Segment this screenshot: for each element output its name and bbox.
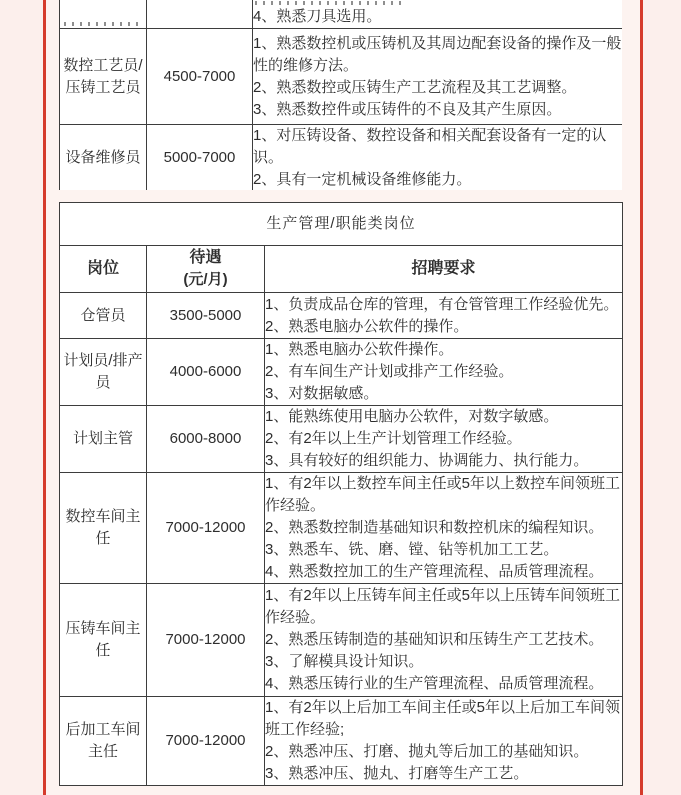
salary-cell: 7000-12000 — [147, 697, 265, 786]
position-cell: 计划员/排产员 — [60, 339, 147, 406]
salary-cell: 4000-6000 — [147, 339, 265, 406]
requirement-line: 1、有2年以上数控车间主任或5年以上数控车间领班工作经验。 — [265, 475, 621, 514]
requirement-line: 2、有2年以上生产计划管理工作经验。 — [265, 430, 522, 447]
requirement-line: 2、熟悉数控或压铸生产工艺流程及其工艺调整。 — [253, 78, 577, 96]
requirements-cell — [265, 293, 623, 339]
requirement-line: 2、熟悉数控制造基础知识和数控机床的编程知识。 — [265, 519, 604, 536]
requirement-line: 1、有2年以上压铸车间主任或5年以上压铸车间领班工作经验。 — [265, 587, 621, 626]
salary-cell: 6000-8000 — [147, 406, 265, 473]
salary-cell — [147, 0, 253, 29]
requirement-line: 1、有2年以上后加工车间主任或5年以上后加工车间领班工作经验; — [265, 699, 621, 738]
clipped-text-fragment — [64, 22, 142, 26]
requirement-line: 2、具有一定机械设备维修能力。 — [253, 171, 472, 188]
salary-cell: 4500-7000 — [147, 29, 253, 125]
position-cell: 后加工车间主任 — [60, 697, 147, 786]
position-cell: 设备维修员 — [60, 125, 147, 191]
requirement-line: 1、能熟练使用电脑办公软件，对数字敏感。 — [265, 408, 559, 425]
requirement-line: 3、对数据敏感。 — [265, 385, 379, 402]
salary-cell: 7000-12000 — [147, 473, 265, 584]
salary-cell: 5000-7000 — [147, 125, 253, 191]
position-cell — [60, 0, 147, 29]
requirements-cell — [265, 584, 623, 697]
requirement-line: 3、熟悉车、铣、磨、镗、钻等机加工工艺。 — [265, 541, 559, 558]
table-title-row — [60, 203, 623, 246]
position-cell: 数控车间主任 — [60, 473, 147, 584]
position-cell: 仓管员 — [60, 293, 147, 339]
requirements-cell — [253, 0, 623, 29]
requirement-line: 1、熟悉数控机或压铸机及其周边配套设备的操作及一般性的维修方法。 — [253, 34, 622, 74]
requirement-line: 4、熟悉刀具选用。 — [253, 8, 382, 25]
header-salary-line1: 待遇 — [189, 249, 222, 266]
requirement-line: 1、对压铸设备、数控设备和相关配套设备有一定的认识。 — [253, 127, 607, 166]
requirement-line: 2、熟悉压铸制造的基础知识和压铸生产工艺技术。 — [265, 631, 604, 648]
clipped-text-fragment — [255, 1, 405, 5]
requirements-cell — [265, 473, 623, 584]
requirements-cell — [253, 125, 623, 191]
requirement-line: 2、熟悉电脑办公软件的操作。 — [265, 317, 469, 335]
requirement-line: 3、具有较好的组织能力、协调能力、执行能力。 — [265, 452, 589, 469]
technical-positions-table — [59, 0, 622, 190]
table-row — [60, 584, 623, 697]
requirement-line: 4、熟悉压铸行业的生产管理流程、品质管理流程。 — [265, 675, 604, 692]
salary-cell: 7000-12000 — [147, 584, 265, 697]
requirement-line: 1、熟悉电脑办公软件操作。 — [265, 341, 454, 358]
table-row — [60, 293, 623, 339]
position-cell: 数控工艺员/压铸工艺员 — [60, 29, 147, 125]
requirement-line: 2、熟悉冲压、打磨、抛丸等后加工的基础知识。 — [265, 743, 589, 760]
requirement-line: 4、熟悉数控加工的生产管理流程、品质管理流程。 — [265, 563, 604, 580]
table-row — [60, 339, 623, 406]
table-row — [60, 125, 623, 191]
salary-cell: 3500-5000 — [147, 293, 265, 339]
table-row — [60, 406, 623, 473]
left-accent-line — [43, 0, 46, 795]
requirement-line: 2、有车间生产计划或排产工作经验。 — [265, 363, 514, 380]
requirements-cell — [265, 339, 623, 406]
position-cell: 计划主管 — [60, 406, 147, 473]
table-header-row — [60, 246, 623, 293]
header-requirements: 招聘要求 — [265, 246, 623, 293]
requirement-line: 3、熟悉冲压、抛丸、打磨等生产工艺。 — [265, 765, 529, 782]
requirements-cell — [265, 406, 623, 473]
management-positions-table — [59, 202, 622, 786]
header-salary-line2: (元/月) — [183, 271, 228, 288]
table-row — [60, 697, 623, 786]
requirement-line: 3、了解模具设计知识。 — [265, 653, 424, 670]
position-cell: 压铸车间主任 — [60, 584, 147, 697]
requirement-line: 1、负责成品仓库的管理，有仓管管理工作经验优先。 — [265, 295, 619, 313]
requirements-cell — [253, 29, 623, 125]
table-row — [60, 473, 623, 584]
right-accent-line — [640, 0, 643, 795]
table-row-clipped — [60, 0, 623, 29]
table-row — [60, 29, 623, 125]
header-position: 岗位 — [60, 246, 147, 293]
requirement-line: 3、熟悉数控件或压铸件的不良及其产生原因。 — [253, 100, 562, 118]
requirements-cell — [265, 697, 623, 786]
header-salary — [147, 246, 265, 293]
table-title: 生产管理/职能类岗位 — [60, 203, 623, 246]
